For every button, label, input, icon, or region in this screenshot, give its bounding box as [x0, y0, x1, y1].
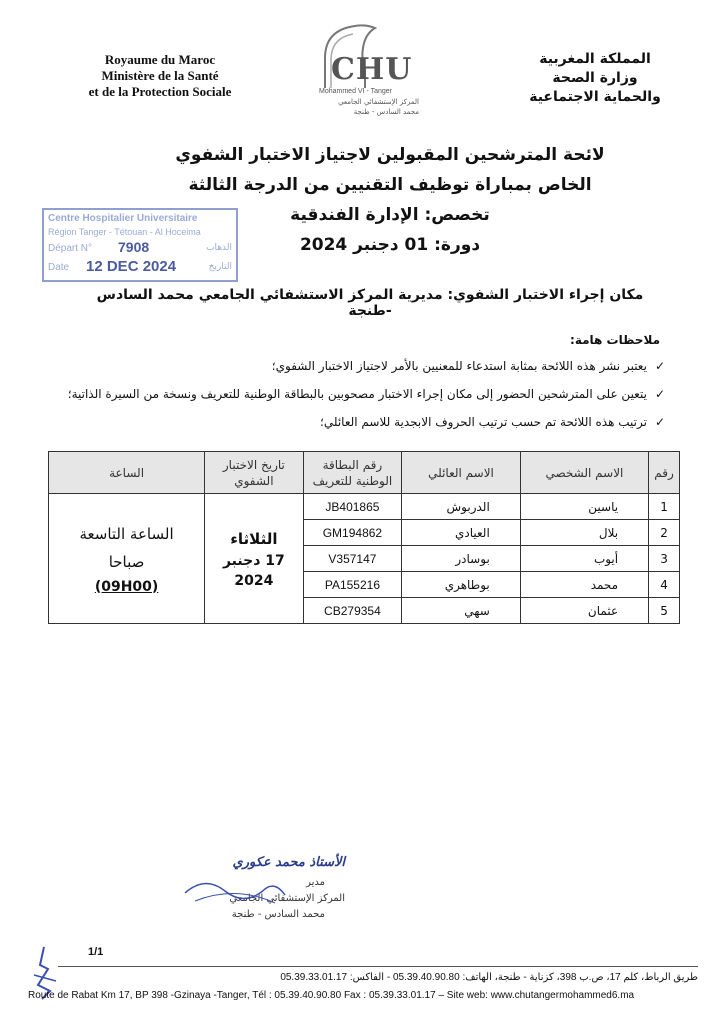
check-icon: ✓	[654, 387, 665, 401]
signature-name: الأستاذ محمد عكوري	[232, 855, 345, 870]
row-num: 5	[649, 598, 680, 624]
director-signature	[175, 855, 355, 935]
check-icon: ✓	[654, 359, 665, 373]
stamp-date-value: 12 DEC 2024	[86, 258, 177, 275]
page-number: 1/1	[88, 946, 104, 958]
signature-scribble-icon	[175, 855, 355, 935]
note-text-2: يتعين على المترشحين الحضور إلى مكان إجراء الاختبار مصحوبين بالبطاقة الوطنية للتعريف ونسخة من السيرة الذاتية؛	[67, 387, 647, 401]
row-first-name: محمد	[520, 572, 648, 598]
stamp-date-ar: التاريخ	[208, 262, 232, 272]
row-last-name: العيادي	[402, 520, 521, 546]
row-cin: CB279354	[303, 598, 402, 624]
exam-date: 17 دجنبر 2024	[222, 552, 285, 589]
row-cin: GM194862	[303, 520, 402, 546]
row-cin: JB401865	[303, 494, 402, 520]
note-item-1	[80, 358, 665, 374]
row-cin: V357147	[303, 546, 402, 572]
title-line-3: تخصص: الإدارة الفندقية	[290, 205, 490, 225]
footer-divider	[58, 966, 698, 967]
row-first-name: ياسين	[520, 494, 648, 520]
header-right-line-2: وزارة الصحة	[552, 70, 638, 86]
header-right-line-3: والحماية الاجتماعية	[529, 89, 661, 105]
exam-time-line-1: الساعة التاسعة	[79, 524, 174, 543]
notes-heading: ملاحظات هامة:	[570, 333, 660, 347]
row-num: 1	[649, 494, 680, 520]
stamp-depart-label: Départ N°	[48, 243, 93, 254]
footer-address-fr: Route de Rabat Km 17, BP 398 -Gzinaya -Tanger, Tél : 05.39.40.90.80 Fax : 05.39.33.01.17 – Site web: www.chutangermohammed6.ma	[28, 990, 635, 1001]
title-line-2: الخاص بمباراة توظيف التقنيين من الدرجة الثالثة	[188, 175, 592, 195]
header-left-line-2: Ministère de la Santé	[101, 68, 219, 83]
table-row	[49, 494, 680, 520]
note-item-3	[80, 414, 665, 430]
logo-sub-latin: Mohammed VI - Tanger	[319, 88, 393, 95]
logo-main-text: CHU	[331, 52, 413, 87]
title-line-4: دورة: 01 دجنبر 2024	[299, 235, 481, 255]
stamp-line-1: Centre Hospitalier Universitaire	[48, 213, 198, 224]
logo-sub-ar-1: المركز الإستشفائي الجامعي	[338, 98, 419, 106]
row-first-name: عثمان	[520, 598, 648, 624]
exam-date-cell	[205, 494, 303, 624]
exam-day: الثلاثاء	[230, 529, 278, 548]
header-cin: رقم البطاقة الوطنية للتعريف	[303, 452, 402, 494]
exam-time-line-2: صباحا	[108, 552, 145, 571]
stamp-depart-ar: الذهاب	[206, 243, 232, 253]
header-date: تاريخ الاختبار الشفوي	[205, 452, 303, 494]
header-left-line-3: et de la Protection Sociale	[88, 84, 232, 99]
row-last-name: بوسادر	[402, 546, 521, 572]
row-num: 4	[649, 572, 680, 598]
reception-stamp	[42, 208, 238, 282]
stamp-date-label: Date	[48, 262, 70, 273]
exam-time-line-3: (09H00)	[94, 578, 159, 595]
signature-org-2: محمد السادس - طنجة	[231, 909, 325, 920]
chu-logo	[305, 20, 425, 125]
note-item-2	[60, 386, 665, 402]
stamp-depart-number: 7908	[118, 239, 150, 255]
signature-title: مدير	[306, 877, 325, 888]
row-last-name: بوطاهري	[402, 572, 521, 598]
header-left	[60, 52, 260, 100]
header-last-name: الاسم العائلي	[402, 452, 521, 494]
footer-address-ar: طريق الرباط، كلم 17، ص.ب 398، كزناية - طنجة، الهاتف: 05.39.40.90.80 - الفاكس: 05.39.33.01.17	[280, 972, 698, 983]
header-time: الساعة	[49, 452, 205, 494]
note-text-1: يعتبر نشر هذه اللائحة بمثابة استدعاء للمعنيين بالأمر لاجتياز الاختبار الشفوي؛	[271, 359, 647, 373]
check-icon: ✓	[654, 415, 665, 429]
header-num: رقم	[649, 452, 680, 494]
exam-location: مكان إجراء الاختبار الشفوي: مديرية المركز الاستشفائي الجامعي محمد السادس -طنجة	[96, 287, 644, 319]
row-first-name: أيوب	[520, 546, 648, 572]
candidates-table	[48, 451, 680, 624]
header-right	[520, 50, 670, 107]
row-last-name: سهي	[402, 598, 521, 624]
signature-org-1: المركز الإستشفائي الجامعي	[229, 893, 345, 904]
row-num: 2	[649, 520, 680, 546]
exam-time-cell	[49, 494, 205, 624]
header-right-line-1: المملكة المغربية	[539, 51, 651, 67]
header-first-name: الاسم الشخصي	[520, 452, 648, 494]
row-cin: PA155216	[303, 572, 402, 598]
row-last-name: الدربوش	[402, 494, 521, 520]
note-text-3: ترتيب هذه اللائحة تم حسب ترتيب الحروف الابجدية للاسم العائلي؛	[320, 415, 647, 429]
table-header-row	[49, 452, 680, 494]
title-line-1: لائحة المترشحين المقبولين لاجتياز الاختبار الشفوي	[175, 145, 605, 165]
stamp-line-2: Région Tanger - Tétouan - Al Hoceima	[48, 227, 201, 237]
row-num: 3	[649, 546, 680, 572]
row-first-name: بلال	[520, 520, 648, 546]
logo-sub-ar-2: محمد السادس - طنجة	[353, 108, 419, 116]
header-left-line-1: Royaume du Maroc	[104, 52, 216, 67]
